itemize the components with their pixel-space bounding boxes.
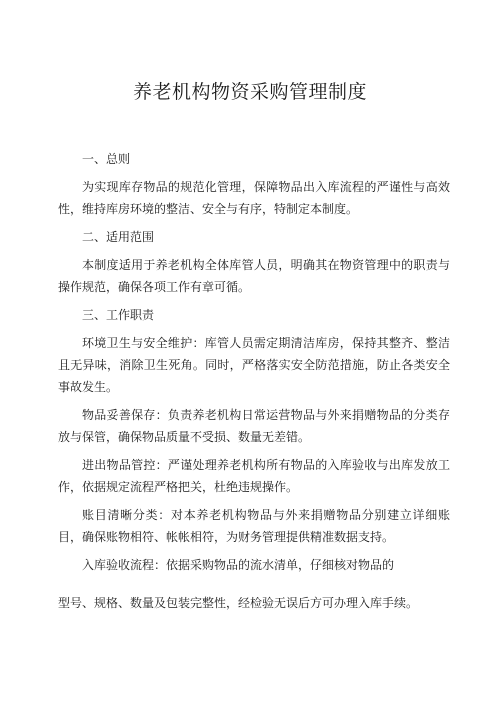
paragraph-storage: 物品妥善保存：负责养老机构日常运营物品与外来捐赠物品的分类存放与保管，确保物品质量不受损、数量无差错。 xyxy=(58,408,450,444)
paragraph-scope: 本制度适用于养老机构全体库管人员，明确其在物资管理中的职责与操作规范，确保各项工作有章可循。 xyxy=(58,258,450,294)
paragraph-accounts: 账目清晰分类：对本养老机构物品与外来捐赠物品分别建立详细账目，确保账物相符、帐帐相符，为财务管理提供精准数据支持。 xyxy=(58,508,450,544)
paragraph-in-out-control: 进出物品管控：严谨处理养老机构所有物品的入库验收与出库发放工作，依据规定流程严格把关，杜绝违规操作。 xyxy=(58,458,450,494)
paragraph-general: 为实现库存物品的规范化管理，保障物品出入库流程的严谨性与高效性，维持库房环境的整洁、安全与有序，特制定本制度。 xyxy=(58,180,450,216)
paragraph-environment-safety: 环境卫生与安全维护：库管人员需定期清洁库房，保持其整齐、整洁且无异味，消除卫生死角。同时，严格落实安全防范措施，防止各类安全事故发生。 xyxy=(58,336,450,394)
section-heading-duties: 三、工作职责 xyxy=(82,308,155,322)
paragraph-inbound-check: 入库验收流程：依据采购物品的流水清单，仔细核对物品的 xyxy=(82,558,395,572)
section-heading-scope: 二、适用范围 xyxy=(82,230,155,244)
section-heading-general: 一、总则 xyxy=(82,152,131,166)
paragraph-inbound-check-continued: 型号、规格、数量及包装完整性，经检验无误后方可办理入库手续。 xyxy=(58,596,419,610)
document-title: 养老机构物资采购管理制度 xyxy=(132,81,367,103)
document-body xyxy=(58,148,450,614)
